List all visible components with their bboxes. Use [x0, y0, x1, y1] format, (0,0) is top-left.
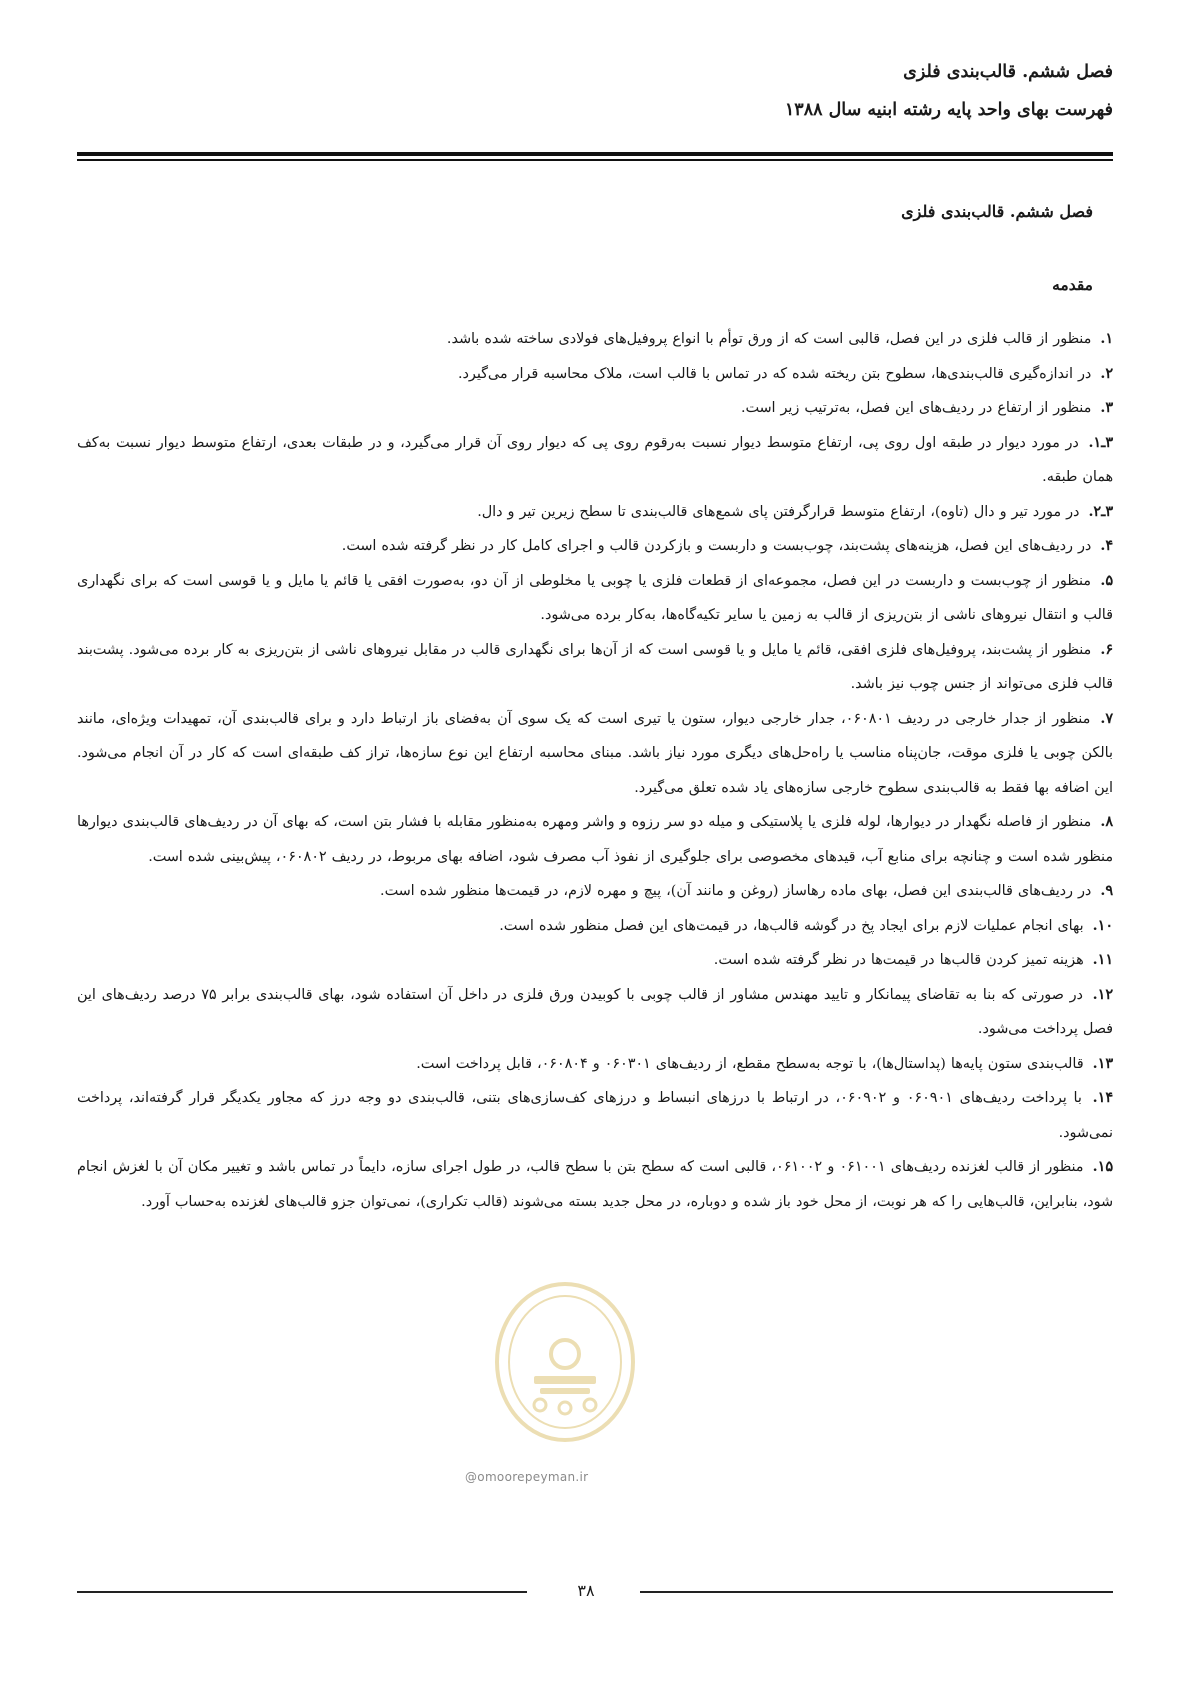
header-document-title: فهرست بهای واحد پایه رشته ابنیه سال ۱۳۸۸ — [784, 100, 1113, 120]
paragraph-item — [77, 357, 1113, 392]
paragraph-number: ۶. — [1100, 641, 1113, 658]
paragraph-text: منظور از قالب لغزنده ردیف‌های ۰۶۱۰۰۱ و ۰۶۱۰۰۲، قالبی است که سطح بتن با سطح قالب، در طول اجرای سازه، دایماً در تماس باشد و تغییر مکان آن با لغزش انجام شود، بنابراین، قالب‌هایی را که هر نوبت، از محل خود باز شده و دوباره، در محل جدید بسته می‌شوند (قالب تکراری)، نمی‌توان جزو قالب‌های لغزنده به‌حساب آورد. — [77, 1159, 1113, 1210]
paragraph-number: ۹. — [1100, 883, 1113, 899]
page-body — [77, 200, 1113, 1219]
paragraph-number: ۳. — [1100, 400, 1113, 416]
paragraph-text: منظور از فاصله نگهدار در دیوارها، لوله فلزی یا پلاستیکی و میله دو سر رزوه و واشر ومهره به‌منظور مقابله با فشار بتن است، که بهای آن در ردیف‌های قالب‌بندی دیوارها منظور شده است و چنانچه برای منابع آب، قیدهای مخصوصی برای جلوگیری از نفوذ آب مصرف شود، اضافه بهای مربوط، در ردیف ۰۶۰۸۰۲، پیش‌بینی شده است. — [77, 814, 1113, 865]
subsection-title: مقدمه — [1052, 275, 1093, 294]
paragraph-text: منظور از جدار خارجی در ردیف ۰۶۰۸۰۱، جدار خارجی دیوار، ستون یا تیری است که یک سوی آن به‌فضای باز ارتباط دارد و برای قالب‌بندی آن، تمهیدات ویژه‌ای، مانند بالکن چوبی یا فلزی موقت، جان‌پناه مناسب یا راه‌حل‌های دیگری مورد نیاز باشد. مبنای محاسبه ارتفاع این نوع سازه‌ها، تراز کف طبقه‌ای است که کار در آن انجام می‌شود. این اضافه بها فقط به قالب‌بندی سطوح خارجی سازه‌های یاد شده تعلق می‌گیرد. — [77, 710, 1113, 796]
paragraph-item — [77, 495, 1113, 530]
paragraph-item — [77, 978, 1113, 1047]
paragraph-text: در صورتی که بنا به تقاضای پیمانکار و تایید مهندس مشاور از قالب چوبی با کوبیدن ورق فلزی در داخل آن استفاده شود، بهای قالب‌بندی برابر ۷۵ درصد ردیف‌های این فصل پرداخت می‌شود. — [77, 986, 1113, 1037]
section-title: فصل ششم. قالب‌بندی فلزی — [901, 202, 1093, 221]
paragraph-text: با پرداخت ردیف‌های ۰۶۰۹۰۱ و ۰۶۰۹۰۲، در ارتباط با درزهای انبساط و درزهای کف‌سازی‌های بتنی، قالب‌بندی دو وجه درز که مجاور یکدیگر قرار گرفته‌اند، پرداخت نمی‌شود. — [77, 1090, 1113, 1141]
paragraph-item — [77, 322, 1113, 357]
paragraph-text: قالب‌بندی ستون پایه‌ها (پداستال‌ها)، با توجه به‌سطح مقطع، از ردیف‌های ۰۶۰۳۰۱ و ۰۶۰۸۰۴، قابل پرداخت است. — [416, 1055, 1084, 1072]
footer-rule-left — [77, 1591, 527, 1593]
paragraph-item — [77, 529, 1113, 564]
paragraph-number: ۱۵. — [1092, 1159, 1113, 1175]
paragraph-text: منظور از پشت‌بند، پروفیل‌های فلزی افقی، قائم یا مایل و یا قوسی است که از آن‌ها برای نگهداری قالب در مقابل نیروهای ناشی از بتن‌ریزی به کار برده می‌شود. پشت‌بند قالب فلزی می‌تواند از جنس چوب نیز باشد. — [77, 641, 1113, 692]
paragraph-number: ۲. — [1100, 365, 1113, 382]
footer-rule-right — [640, 1591, 1113, 1593]
paragraph-text: منظور از ارتفاع در ردیف‌های این فصل، به‌ترتیب زیر است. — [740, 400, 1092, 416]
paragraph-item — [77, 805, 1113, 874]
watermark-site: @omoorepeyman.ir — [465, 1470, 589, 1484]
paragraph-item — [77, 391, 1113, 426]
paragraph-number: ۱۰. — [1092, 917, 1113, 934]
paragraph-text: در اندازه‌گیری قالب‌بندی‌ها، سطوح بتن ریخته شده که در تماس با قالب است، ملاک محاسبه قرار می‌گیرد. — [458, 365, 1092, 382]
paragraph-item — [77, 426, 1113, 495]
paragraph-number: ۱. — [1100, 331, 1113, 347]
paragraph-number: ۸. — [1100, 814, 1113, 830]
paragraph-number: ۱۳. — [1092, 1055, 1113, 1072]
paragraph-number: ۱۲. — [1092, 986, 1114, 1003]
paragraph-number: ۵. — [1100, 572, 1113, 589]
paragraph-text: در ردیف‌های این فصل، هزینه‌های پشت‌بند، چوب‌بست و داربست و بازکردن قالب و اجرای کامل کار در نظر گرفته شده است. — [341, 538, 1092, 554]
paragraph-number: ۱۱. — [1092, 952, 1113, 968]
paragraph-item — [77, 909, 1113, 944]
paragraph-item — [77, 1047, 1113, 1082]
paragraph-item — [77, 564, 1113, 633]
paragraph-text: در ردیف‌های قالب‌بندی این فصل، بهای ماده رهاساز (روغن و مانند آن)، پیچ و مهره لازم، در قیمت‌ها منظور شده است. — [380, 883, 1092, 899]
paragraph-text: در مورد دیوار در طبقه اول روی پی، ارتفاع متوسط دیوار نسبت به‌رقوم روی پی که دیوار روی آن قرار می‌گیرد، و در طبقات بعدی، ارتفاع متوسط دیوار نسبت به‌کف همان طبقه. — [77, 434, 1113, 485]
paragraph-list — [77, 322, 1113, 1219]
paragraph-text: هزینه تمیز کردن قالب‌ها در قیمت‌ها در نظر گرفته شده است. — [713, 952, 1084, 968]
page-number: ۳۸ — [577, 1581, 595, 1600]
paragraph-text: منظور از چوب‌بست و داربست در این فصل، مجموعه‌ای از قطعات فلزی یا چوبی یا مخلوطی از آن دو، به‌صورت افقی یا قائم یا مایل و یا قوسی است که برای نگهداری قالب و انتقال نیروهای ناشی از بتن‌ریزی از قالب به زمین یا سایر تکیه‌گاه‌ها، به‌کار برده می‌شود. — [77, 572, 1113, 623]
paragraph-item — [77, 702, 1113, 806]
paragraph-item — [77, 633, 1113, 702]
paragraph-item — [77, 943, 1113, 978]
paragraph-item — [77, 874, 1113, 909]
watermark-seal-logo — [490, 1280, 640, 1445]
paragraph-item — [77, 1081, 1113, 1150]
page-header — [77, 60, 1113, 136]
paragraph-text: منظور از قالب فلزی در این فصل، قالبی است که از ورق توأم با انواع پروفیل‌های فولادی ساخته شده باشد. — [446, 331, 1092, 347]
paragraph-text: بهای انجام عملیات لازم برای ایجاد پخ در گوشه قالب‌ها، در قیمت‌های این فصل منظور شده است. — [499, 917, 1084, 934]
paragraph-number: ۴. — [1100, 538, 1113, 554]
paragraph-number: ۱۴. — [1092, 1090, 1114, 1106]
paragraph-item — [77, 1150, 1113, 1219]
header-rule-thin — [77, 159, 1113, 161]
paragraph-number: ۳ـ۱. — [1088, 434, 1113, 451]
paragraph-number: ۷. — [1100, 710, 1114, 727]
paragraph-text: در مورد تیر و دال (تاوه)، ارتفاع متوسط قرارگرفتن پای شمع‌های قالب‌بندی تا سطح زیرین تیر و دال. — [477, 503, 1080, 520]
paragraph-number: ۳ـ۲. — [1088, 503, 1113, 520]
header-rule-thick — [77, 152, 1113, 156]
header-chapter-title: فصل ششم. قالب‌بندی فلزی — [903, 62, 1113, 82]
